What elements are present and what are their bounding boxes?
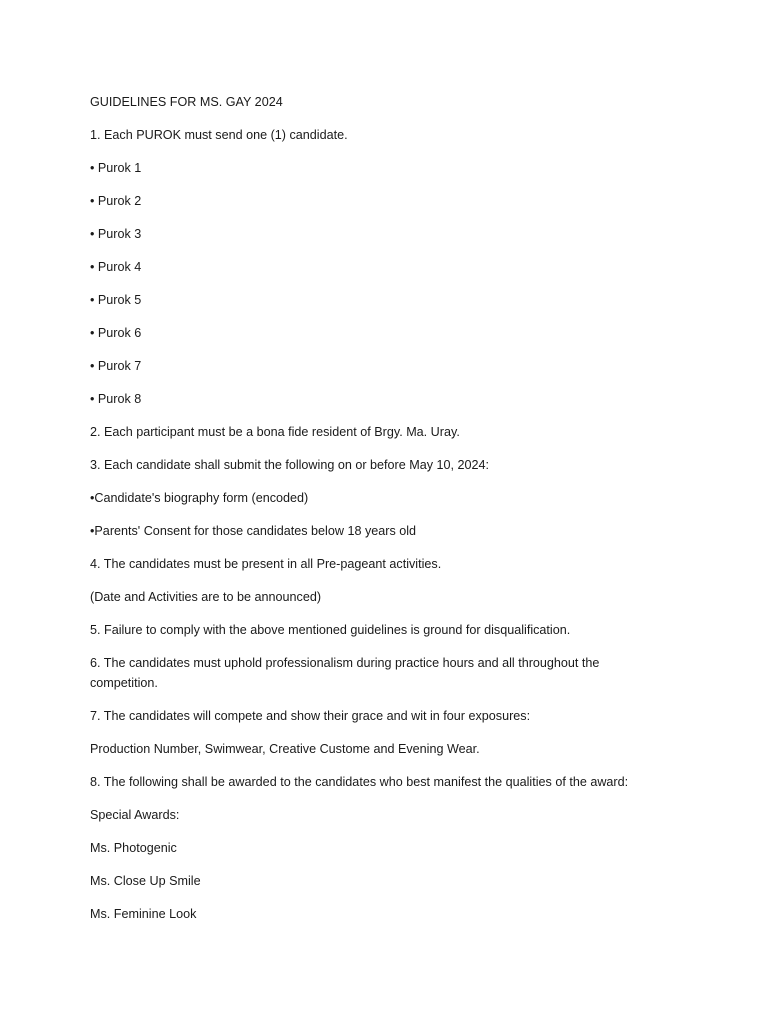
guideline-8: 8. The following shall be awarded to the candidates who best manifest the qualities of the award: bbox=[90, 775, 629, 789]
guideline-3: 3. Each candidate shall submit the following on or before May 10, 2024: bbox=[90, 458, 490, 472]
purok-list-item: • Purok 7 bbox=[90, 359, 142, 373]
guideline-4-note: (Date and Activities are to be announced) bbox=[90, 590, 322, 604]
purok-list-item: • Purok 3 bbox=[90, 227, 142, 241]
guideline-6: 6. The candidates must uphold professionalism during practice hours and all throughout the competition. bbox=[90, 656, 600, 690]
purok-list-item: • Purok 5 bbox=[90, 293, 142, 307]
guideline-2: 2. Each participant must be a bona fide resident of Brgy. Ma. Uray. bbox=[90, 425, 460, 439]
document-title: GUIDELINES FOR MS. GAY 2024 bbox=[90, 95, 283, 109]
purok-list-item: • Purok 1 bbox=[90, 161, 142, 175]
requirement-list-item: •Candidate's biography form (encoded) bbox=[90, 491, 309, 505]
guideline-5: 5. Failure to comply with the above mentioned guidelines is ground for disqualification. bbox=[90, 623, 571, 637]
award-item: Ms. Photogenic bbox=[90, 841, 177, 855]
purok-list-item: • Purok 6 bbox=[90, 326, 142, 340]
special-awards-heading: Special Awards: bbox=[90, 808, 180, 822]
guideline-4: 4. The candidates must be present in all Pre-pageant activities. bbox=[90, 557, 442, 571]
purok-list-item: • Purok 8 bbox=[90, 392, 142, 406]
requirement-list-item: •Parents' Consent for those candidates below 18 years old bbox=[90, 524, 417, 538]
guideline-7: 7. The candidates will compete and show their grace and wit in four exposures: bbox=[90, 709, 531, 723]
purok-list-item: • Purok 2 bbox=[90, 194, 142, 208]
award-item: Ms. Close Up Smile bbox=[90, 874, 201, 888]
exposure-list: Production Number, Swimwear, Creative Custome and Evening Wear. bbox=[90, 742, 480, 756]
document-page bbox=[90, 92, 650, 937]
purok-list-item: • Purok 4 bbox=[90, 260, 142, 274]
guideline-1: 1. Each PUROK must send one (1) candidate. bbox=[90, 128, 348, 142]
award-item: Ms. Feminine Look bbox=[90, 907, 197, 921]
